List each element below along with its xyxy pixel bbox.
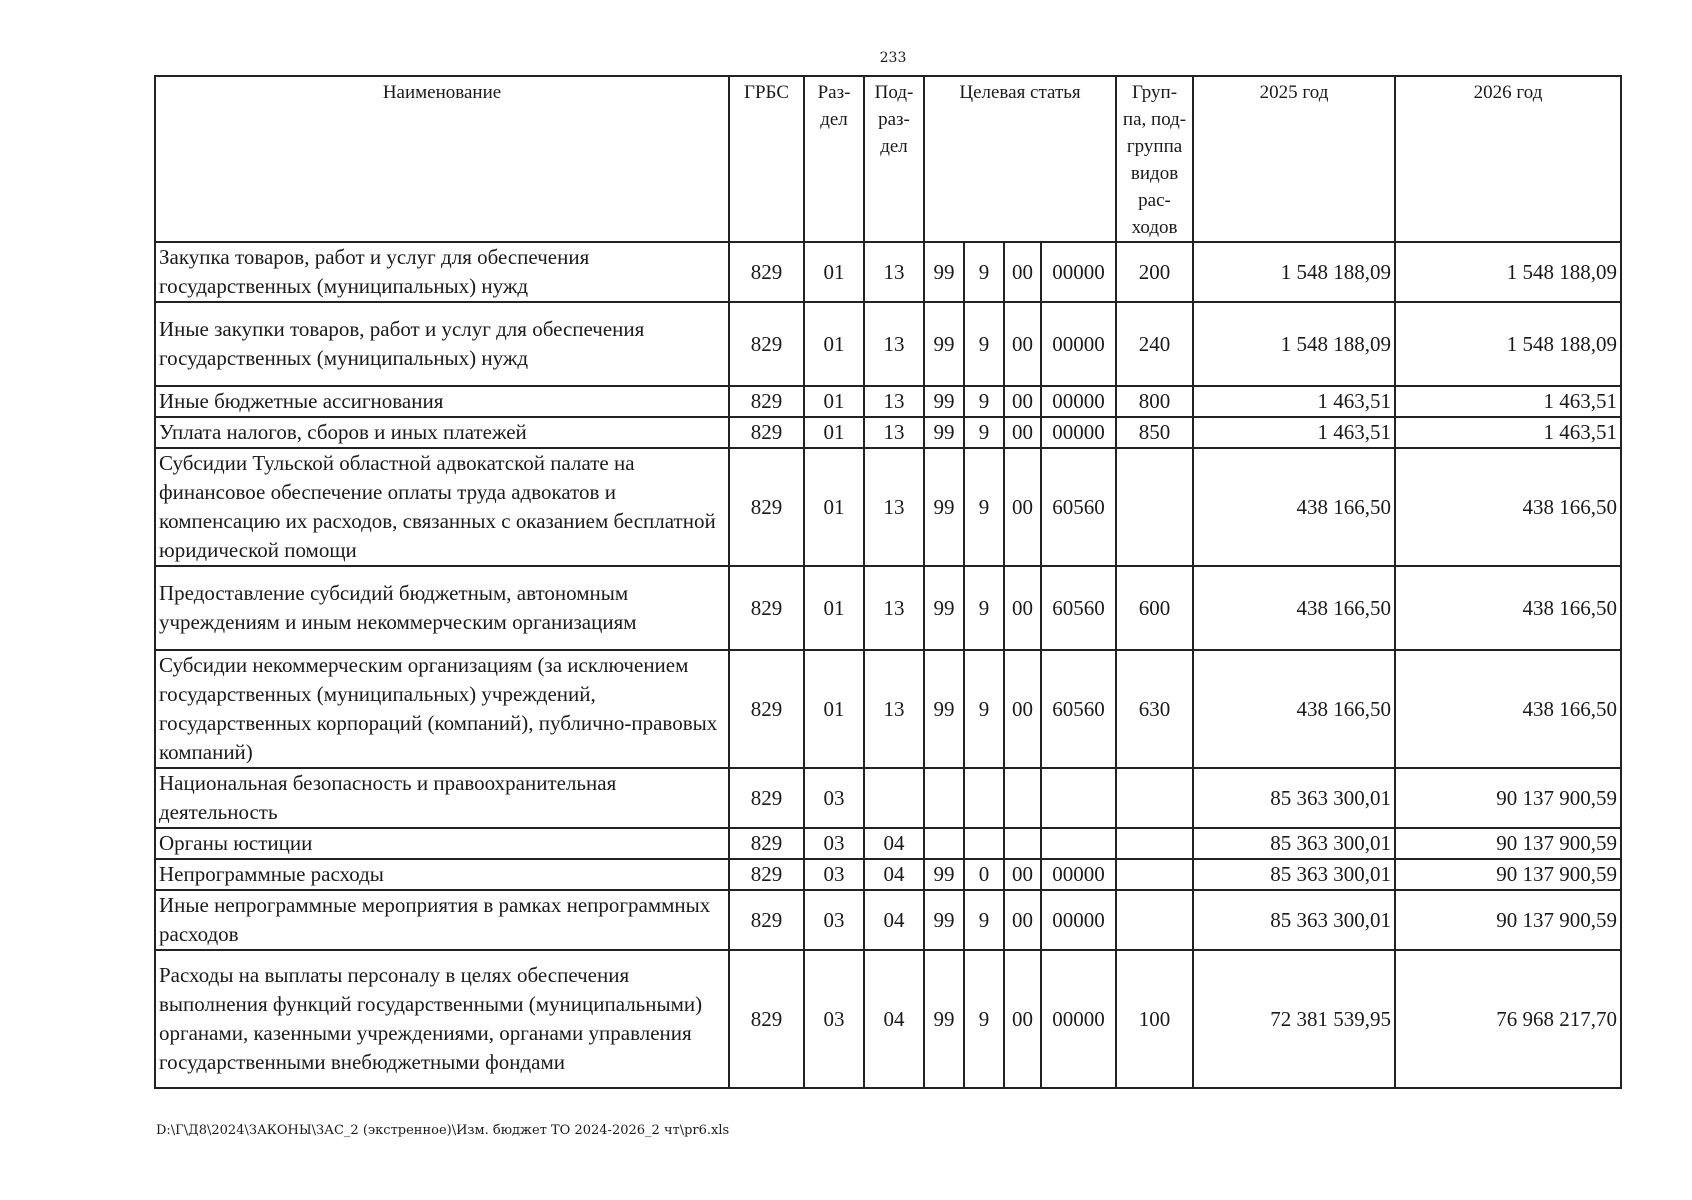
cell-subsection: 04 [864,950,924,1088]
cell-name: Субсидии Тульской областной адвокатской палате на финансовое обеспечение оплаты труда адвокатов и компенсацию их расходов, связанных с оказанием бесплатной юридической помощи [155,448,729,566]
cell-subsection: 13 [864,448,924,566]
cell-target-direction: 00000 [1041,859,1116,890]
header-name: Наименование [155,76,729,242]
cell-grbs: 829 [729,890,804,950]
cell-name: Уплата налогов, сборов и иных платежей [155,417,729,448]
cell-target-program: 99 [924,859,964,890]
cell-subsection: 13 [864,302,924,386]
cell-amount-2026: 1 463,51 [1395,386,1621,417]
cell-target-program: 99 [924,417,964,448]
cell-target-program: 99 [924,386,964,417]
cell-target-direction: 00000 [1041,302,1116,386]
cell-subsection [864,768,924,828]
header-year-2025: 2025 год [1193,76,1395,242]
cell-grbs: 829 [729,386,804,417]
cell-amount-2025: 1 548 188,09 [1193,242,1395,302]
header-target-article: Целевая статья [924,76,1116,242]
cell-target-subprogram-type: 9 [964,242,1004,302]
cell-target-direction: 00000 [1041,386,1116,417]
table-row [155,950,1621,1088]
cell-grbs: 829 [729,417,804,448]
cell-target-main-event: 00 [1004,302,1041,386]
table-header-row [155,76,1621,242]
cell-amount-2026: 76 968 217,70 [1395,950,1621,1088]
cell-target-direction [1041,828,1116,859]
cell-expense-group [1116,448,1193,566]
page-number: 233 [879,50,907,66]
table-row [155,448,1621,566]
cell-expense-group [1116,768,1193,828]
cell-name: Национальная безопасность и правоохранительная деятельность [155,768,729,828]
cell-section: 01 [804,242,864,302]
cell-target-subprogram-type: 9 [964,650,1004,768]
cell-grbs: 829 [729,828,804,859]
cell-target-program [924,768,964,828]
header-year-2026: 2026 год [1395,76,1621,242]
cell-section: 01 [804,650,864,768]
table-row [155,302,1621,386]
cell-amount-2025: 438 166,50 [1193,650,1395,768]
cell-section: 03 [804,828,864,859]
cell-subsection: 13 [864,242,924,302]
table-row [155,566,1621,650]
cell-section: 01 [804,386,864,417]
cell-target-subprogram-type: 9 [964,417,1004,448]
cell-target-program: 99 [924,566,964,650]
cell-target-main-event [1004,828,1041,859]
cell-target-subprogram-type: 9 [964,386,1004,417]
cell-expense-group: 200 [1116,242,1193,302]
budget-table [154,75,1622,1089]
cell-target-direction: 60560 [1041,448,1116,566]
table-row [155,890,1621,950]
cell-amount-2026: 90 137 900,59 [1395,890,1621,950]
cell-section: 01 [804,417,864,448]
cell-target-program: 99 [924,890,964,950]
table-row [155,859,1621,890]
cell-amount-2025: 85 363 300,01 [1193,828,1395,859]
cell-amount-2026: 1 463,51 [1395,417,1621,448]
table-row [155,828,1621,859]
cell-target-subprogram-type: 9 [964,890,1004,950]
cell-amount-2026: 90 137 900,59 [1395,768,1621,828]
cell-target-main-event: 00 [1004,950,1041,1088]
cell-amount-2026: 438 166,50 [1395,566,1621,650]
cell-expense-group: 600 [1116,566,1193,650]
cell-target-main-event: 00 [1004,386,1041,417]
cell-amount-2025: 1 548 188,09 [1193,302,1395,386]
cell-name: Иные непрограммные мероприятия в рамках непрограммных расходов [155,890,729,950]
cell-target-subprogram-type: 9 [964,950,1004,1088]
cell-target-main-event: 00 [1004,566,1041,650]
cell-subsection: 13 [864,386,924,417]
table-row [155,650,1621,768]
cell-amount-2025: 85 363 300,01 [1193,859,1395,890]
cell-subsection: 04 [864,828,924,859]
cell-grbs: 829 [729,302,804,386]
header-grbs: ГРБС [729,76,804,242]
cell-expense-group: 630 [1116,650,1193,768]
cell-subsection: 13 [864,650,924,768]
cell-section: 01 [804,302,864,386]
cell-target-direction: 00000 [1041,242,1116,302]
cell-target-program: 99 [924,302,964,386]
cell-target-program [924,828,964,859]
cell-amount-2025: 85 363 300,01 [1193,890,1395,950]
cell-target-main-event: 00 [1004,859,1041,890]
table-row [155,242,1621,302]
cell-amount-2025: 1 463,51 [1193,386,1395,417]
cell-expense-group: 240 [1116,302,1193,386]
cell-name: Расходы на выплаты персоналу в целях обеспечения выполнения функций государственными (муниципальными) органами, казенными учреждениями, органами управления государственными внебюджетными фондами [155,950,729,1088]
cell-section: 01 [804,566,864,650]
cell-target-direction: 00000 [1041,890,1116,950]
cell-subsection: 13 [864,417,924,448]
table-row [155,417,1621,448]
cell-name: Органы юстиции [155,828,729,859]
cell-grbs: 829 [729,768,804,828]
cell-subsection: 13 [864,566,924,650]
cell-subsection: 04 [864,859,924,890]
cell-section: 03 [804,859,864,890]
cell-target-direction [1041,768,1116,828]
cell-name: Иные закупки товаров, работ и услуг для обеспечения государственных (муниципальных) нужд [155,302,729,386]
cell-name: Непрограммные расходы [155,859,729,890]
cell-amount-2026: 438 166,50 [1395,650,1621,768]
cell-amount-2026: 438 166,50 [1395,448,1621,566]
cell-expense-group [1116,859,1193,890]
cell-expense-group: 850 [1116,417,1193,448]
cell-amount-2025: 72 381 539,95 [1193,950,1395,1088]
cell-target-program: 99 [924,242,964,302]
cell-section: 03 [804,950,864,1088]
cell-amount-2025: 1 463,51 [1193,417,1395,448]
cell-grbs: 829 [729,859,804,890]
cell-amount-2026: 90 137 900,59 [1395,859,1621,890]
cell-grbs: 829 [729,242,804,302]
cell-target-subprogram-type [964,768,1004,828]
cell-expense-group: 800 [1116,386,1193,417]
cell-amount-2026: 1 548 188,09 [1395,242,1621,302]
cell-grbs: 829 [729,650,804,768]
cell-target-direction: 60560 [1041,566,1116,650]
cell-amount-2025: 85 363 300,01 [1193,768,1395,828]
cell-target-main-event: 00 [1004,890,1041,950]
cell-amount-2026: 1 548 188,09 [1395,302,1621,386]
cell-amount-2025: 438 166,50 [1193,566,1395,650]
cell-target-main-event: 00 [1004,650,1041,768]
cell-name: Предоставление субсидий бюджетным, автономным учреждениям и иным некоммерческим организациям [155,566,729,650]
cell-target-direction: 00000 [1041,417,1116,448]
table-row [155,386,1621,417]
cell-target-subprogram-type: 9 [964,302,1004,386]
cell-target-program: 99 [924,448,964,566]
cell-grbs: 829 [729,448,804,566]
file-path-footer: D:\Г\Д8\2024\ЗАКОНЫ\ЗАС_2 (экстренное)\Изм. бюджет ТО 2024-2026_2 чт\pr6.xls [156,1123,730,1138]
cell-grbs: 829 [729,566,804,650]
cell-expense-group [1116,890,1193,950]
cell-target-program: 99 [924,650,964,768]
cell-name: Субсидии некоммерческим организациям (за исключением государственных (муниципальных) учреждений, государственных корпораций (компаний), публично-правовых компаний) [155,650,729,768]
cell-expense-group: 100 [1116,950,1193,1088]
cell-section: 03 [804,768,864,828]
cell-section: 01 [804,448,864,566]
cell-target-program: 99 [924,950,964,1088]
cell-subsection: 04 [864,890,924,950]
cell-name: Закупка товаров, работ и услуг для обеспечения государственных (муниципальных) нужд [155,242,729,302]
header-subsection: Под- раз- дел [864,76,924,242]
cell-expense-group [1116,828,1193,859]
table-body [155,242,1621,1088]
table-row [155,768,1621,828]
cell-amount-2025: 438 166,50 [1193,448,1395,566]
cell-section: 03 [804,890,864,950]
cell-target-subprogram-type [964,828,1004,859]
header-section: Раз- дел [804,76,864,242]
cell-amount-2026: 90 137 900,59 [1395,828,1621,859]
cell-target-subprogram-type: 9 [964,566,1004,650]
cell-target-main-event [1004,768,1041,828]
cell-target-subprogram-type: 9 [964,448,1004,566]
cell-target-direction: 00000 [1041,950,1116,1088]
cell-target-main-event: 00 [1004,417,1041,448]
cell-target-direction: 60560 [1041,650,1116,768]
cell-target-subprogram-type: 0 [964,859,1004,890]
header-expense-group: Груп- па, под- группа видов рас- ходов [1116,76,1193,242]
cell-grbs: 829 [729,950,804,1088]
cell-name: Иные бюджетные ассигнования [155,386,729,417]
cell-target-main-event: 00 [1004,242,1041,302]
cell-target-main-event: 00 [1004,448,1041,566]
